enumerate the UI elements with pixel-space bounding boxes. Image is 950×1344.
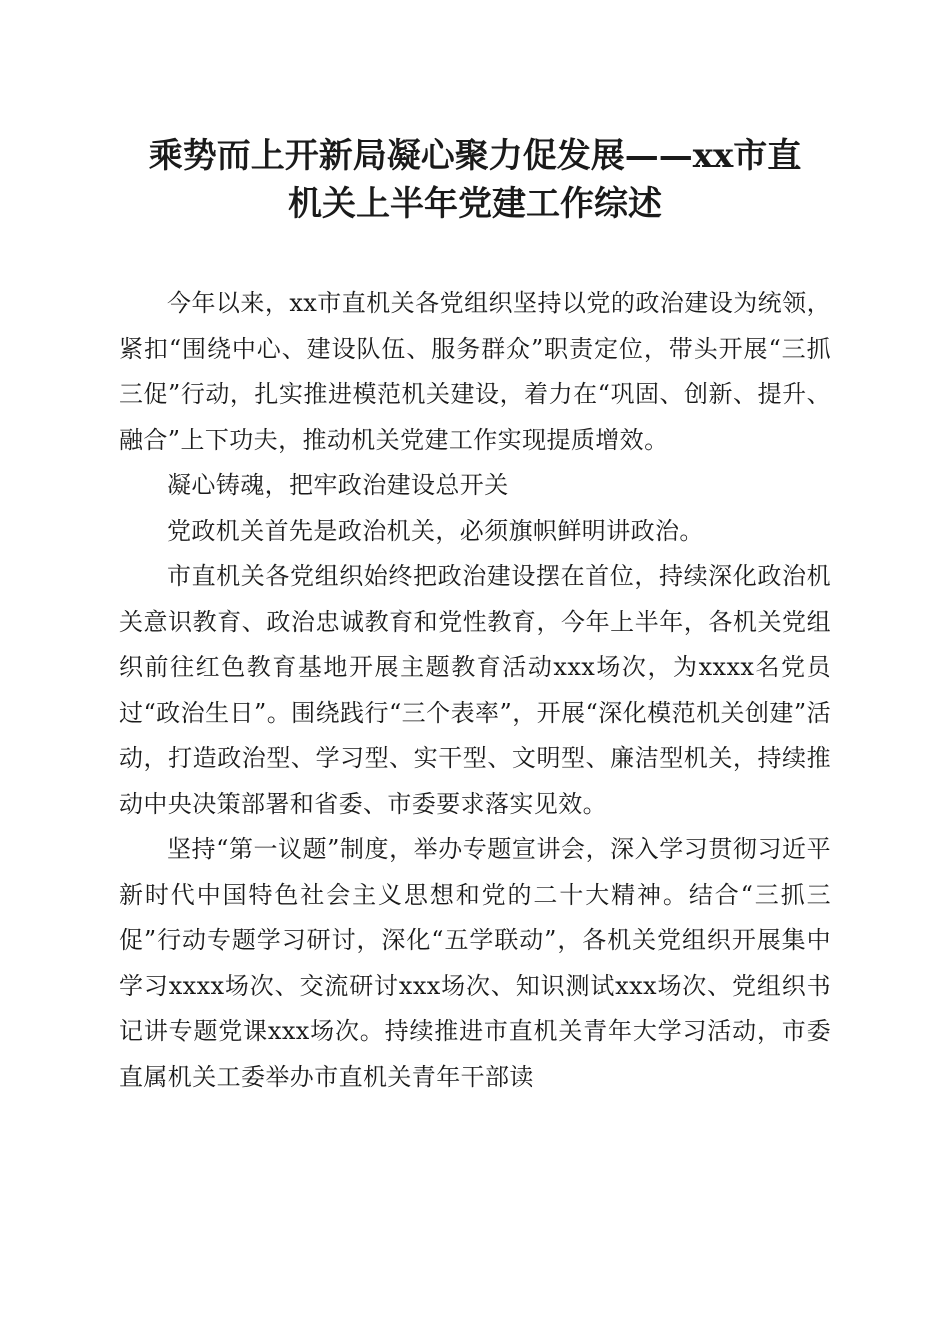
paragraph-intro: 今年以来，xx市直机关各党组织坚持以党的政治建设为统领，紧扣“围绕中心、建设队伍、服务群众”职责定位，带头开展“三抓三促”行动，扎实推进模范机关建设，着力在“巩固、创新、提升、融合”上下功夫，推动机关党建工作实现提质增效。 (119, 289, 831, 454)
document-title-line-1: 乘势而上开新局凝心聚力促发展——xx市直 (148, 136, 802, 176)
document-body (119, 281, 831, 1100)
document-title (119, 132, 831, 228)
document-page (119, 132, 831, 1100)
section-heading: 凝心铸魂，把牢政治建设总开关 (167, 471, 509, 499)
document-title-line-2: 机关上半年党建工作综述 (288, 184, 662, 224)
paragraph: 党政机关首先是政治机关，必须旗帜鲜明讲政治。 (167, 516, 704, 545)
paragraph: 坚持“第一议题”制度，举办专题宣讲会，深入学习贯彻习近平新时代中国特色社会主义思想和党的二十大精神。结合“三抓三促”行动专题学习研讨，深化“五学联动”，各机关党组织开展集中学习xxxx场次、交流研讨xxx场次、知识测试xxx场次、党组织书记讲专题党课xxx场次。持续推进市直机关青年大学习活动，市委直属机关工委举办市直机关青年干部读 (119, 835, 831, 1091)
paragraph: 市直机关各党组织始终把政治建设摆在首位，持续深化政治机关意识教育、政治忠诚教育和党性教育，今年上半年，各机关党组织前往红色教育基地开展主题教育活动xxx场次，为xxxx名党员过“政治生日”。围绕践行“三个表率”，开展“深化模范机关创建”活动，打造政治型、学习型、实干型、文明型、廉洁型机关，持续推动中央决策部署和省委、市委要求落实见效。 (119, 562, 831, 818)
